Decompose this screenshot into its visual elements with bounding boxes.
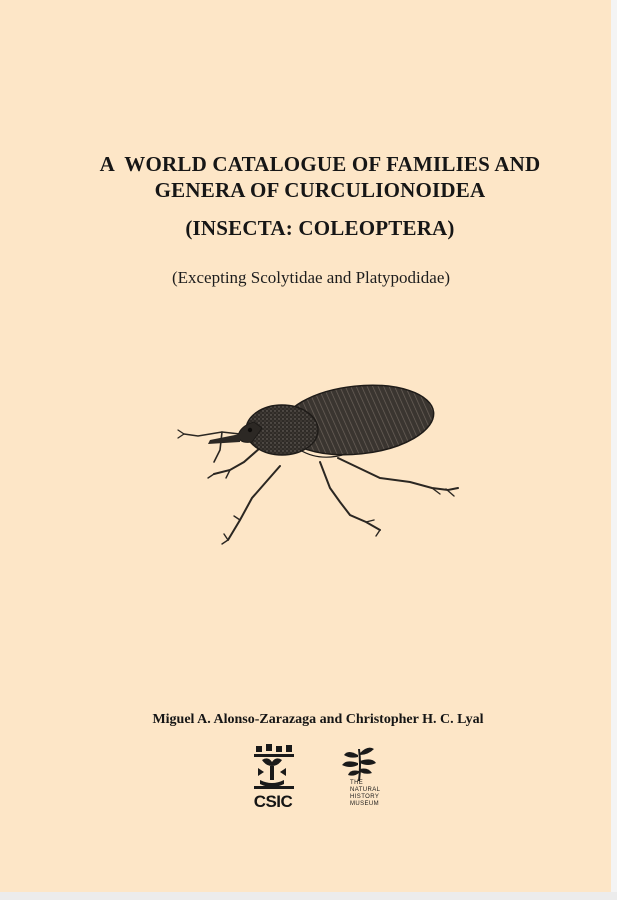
nhm-logo (338, 745, 388, 817)
title-line-2: GENERA OF CURCULIONOIDEA (154, 178, 486, 202)
page-edge-right (611, 0, 617, 900)
nhm-plant-icon (338, 745, 382, 781)
nhm-word-2: NATURAL (350, 787, 381, 793)
title-line-1: A WORLD CATALOGUE OF FAMILIES AND (99, 152, 541, 176)
csic-label: CSIC (253, 792, 293, 811)
page-edge-bottom (0, 892, 617, 900)
csic-emblem-icon (248, 742, 298, 792)
weevil-illustration (170, 370, 470, 555)
nhm-wordmark (350, 780, 400, 808)
csic-logo (248, 742, 298, 814)
authors: Miguel A. Alonso-Zarazaga and Christopher H. C. Lyal (152, 712, 484, 727)
nhm-word-4: MUSEUM (350, 801, 380, 807)
title-line-3: (INSECTA: COLEOPTERA) (185, 216, 455, 240)
nhm-word-3: HISTORY (350, 794, 380, 800)
weevil-drawing (170, 370, 470, 555)
subtitle: (Excepting Scolytidae and Platypodidae) (171, 268, 451, 287)
nhm-word-1: THE (350, 780, 364, 786)
